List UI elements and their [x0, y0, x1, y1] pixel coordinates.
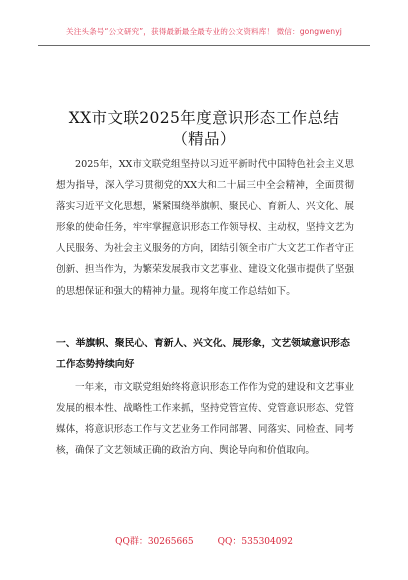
header-promo-note: 关注头条号“公文研究”，获得最新最全最专业的公文资料库！ 微信：gongwenyj: [66, 27, 342, 36]
section-heading-1: 一、举旗帜、聚民心、育新人、兴文化、展形象，文艺领域意识形态工作态势持续向好: [56, 338, 350, 371]
footer-qq-number: QQ：535304092: [217, 537, 293, 547]
header-divider: [38, 45, 370, 46]
footer-contact: [0, 534, 408, 547]
title-line-1: XX市文联2025年度意识形态工作总结: [68, 109, 340, 127]
title-line-2: （精品）: [172, 130, 236, 148]
intro-paragraph: 2025年，XX市文联党组坚持以习近平新时代中国特色社会主义思想为指导，深入学习贯彻党的XX大和二十届三中全会精神，全面贯彻落实习近平文化思想，紧紧围绕举旗帜、聚民心、育新人、兴文化、展形象的使命任务，牢牢掌握意识形态工作领导权、主动权，坚持文艺为人民服务、为社会主义服务的方向，团结引领全市广大文艺工作者守正创新、担当作为，为繁荣发展我市文艺事业、建设文化强市提供了坚强的思想保证和强大的精神力量。现将年度工作总结如下。: [56, 159, 354, 297]
section-1-paragraph: 一年来，市文联党组始终将意识形态工作作为党的建设和文艺事业发展的根本性、战略性工作来抓，坚持党管宣传、党管意识形态、党管媒体，将意识形态工作与文艺业务工作同部署、同落实、同检查、同考核，确保了文艺领域正确的政治方向、舆论导向和价值取向。: [56, 382, 354, 457]
document-title: [20, 108, 388, 150]
footer-qq-group: QQ群：30265665: [115, 537, 194, 547]
